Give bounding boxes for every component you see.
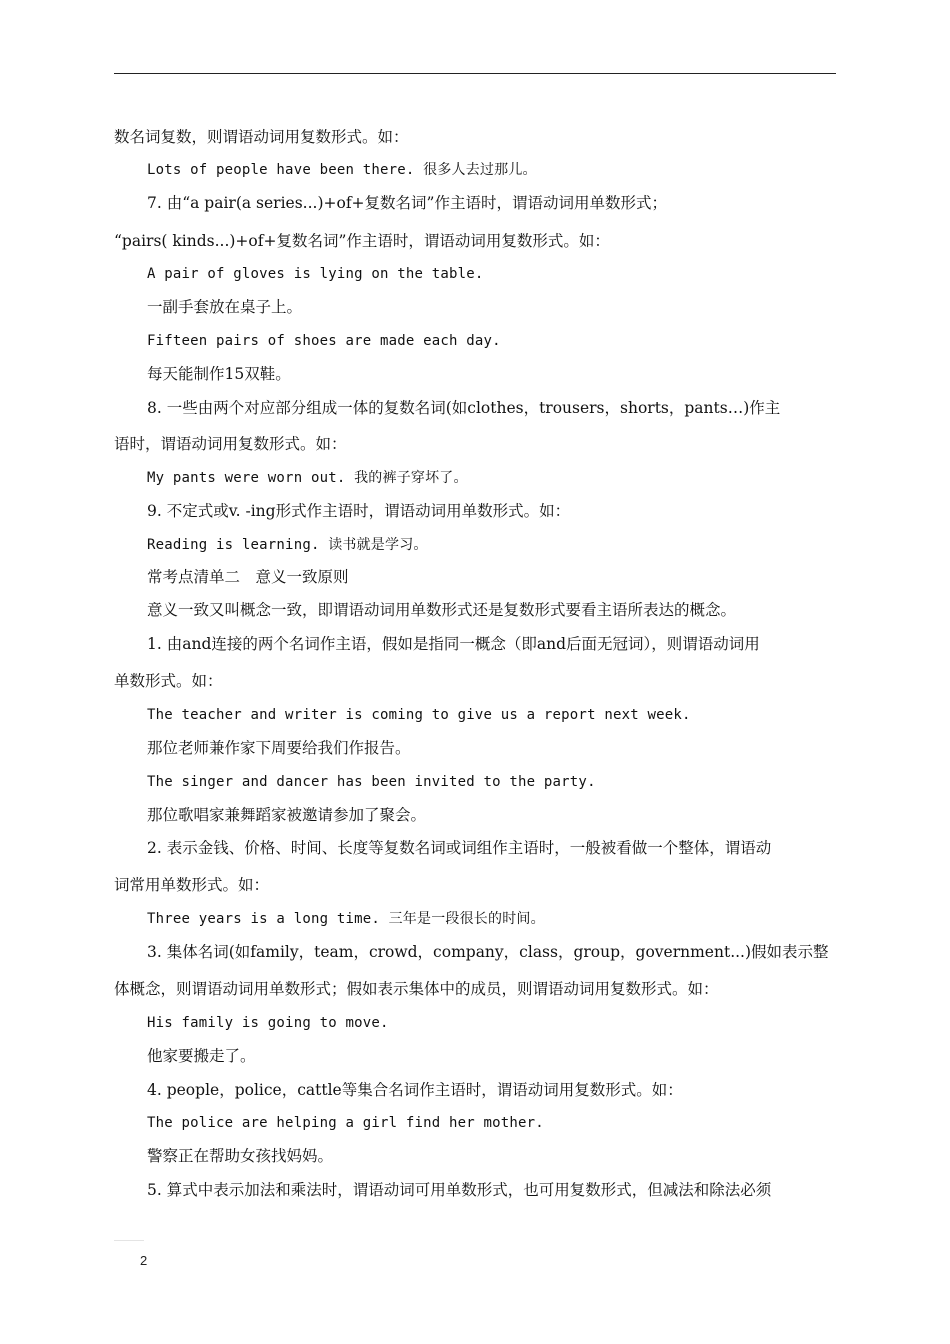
text-line: 语时，谓语动词用复数形式。如： (114, 435, 347, 453)
example-sentence: The teacher and writer is coming to give us a report next week. (147, 707, 691, 723)
text-line: 词常用单数形式。如： (114, 876, 270, 894)
page-number: 2 (140, 1253, 148, 1268)
text-line: 意义一致又叫概念一致，即谓语动词用单数形式还是复数形式要看主语所表达的概念。 (147, 601, 737, 619)
example-sentence: Fifteen pairs of shoes are made each day. (147, 333, 501, 349)
text-line: “pairs( kinds...)+of+复数名词”作主语时，谓语动词用复数形式。如： (114, 232, 610, 250)
translation: 他家要搬走了。 (147, 1047, 256, 1065)
rule-item: 5. 算式中表示加法和乘法时，谓语动词可用单数形式，也可用复数形式，但减法和除法必须 (147, 1181, 772, 1199)
example-sentence: Three years is a long time. 三年是一段很长的时间。 (147, 911, 545, 927)
translation: 那位老师兼作家下周要给我们作报告。 (147, 739, 411, 757)
rule-item: 9. 不定式或v. -ing形式作主语时，谓语动词用单数形式。如： (147, 502, 571, 520)
translation: 一副手套放在桌子上。 (147, 298, 303, 316)
footer-rule (114, 1240, 144, 1241)
translation: 警察正在帮助女孩找妈妈。 (147, 1147, 334, 1165)
rule-item: 8. 一些由两个对应部分组成一体的复数名词(如clothes，trousers，shorts，pants…)作主 (147, 399, 781, 417)
rule-item: 2. 表示金钱、价格、时间、长度等复数名词或词组作主语时，一般被看做一个整体，谓语动 (147, 839, 772, 857)
example-sentence: The singer and dancer has been invited to the party. (147, 774, 596, 790)
text-line: 单数形式。如： (114, 672, 223, 690)
rule-item: 3. 集体名词(如family，team，crowd，company，class，group，government...)假如表示整 (147, 943, 829, 961)
rule-item: 1. 由and连接的两个名词作主语，假如是指同一概念（即and后面无冠词），则谓语动词用 (147, 635, 760, 653)
text-line: 数名词复数，则谓语动词用复数形式。如： (114, 128, 409, 146)
example-sentence: Reading is learning. 读书就是学习。 (147, 537, 428, 553)
example-sentence: Lots of people have been there. 很多人去过那儿。 (147, 162, 537, 178)
header-rule (114, 73, 836, 74)
rule-item: 4. people，police，cattle等集合名词作主语时，谓语动词用复数形式。如： (147, 1081, 683, 1099)
example-sentence: My pants were worn out. 我的裤子穿坏了。 (147, 470, 468, 486)
rule-item: 7. 由“a pair(a series...)+of+复数名词”作主语时，谓语动词用单数形式； (147, 194, 667, 212)
example-sentence: His family is going to move. (147, 1015, 389, 1031)
text-line: 体概念，则谓语动词用单数形式；假如表示集体中的成员，则谓语动词用复数形式。如： (114, 980, 719, 998)
section-heading: 常考点清单二 意义一致原则 (147, 568, 349, 586)
example-sentence: The police are helping a girl find her mother. (147, 1115, 544, 1131)
translation: 那位歌唱家兼舞蹈家被邀请参加了聚会。 (147, 806, 427, 824)
example-sentence: A pair of gloves is lying on the table. (147, 266, 484, 282)
translation: 每天能制作15双鞋。 (147, 365, 291, 383)
